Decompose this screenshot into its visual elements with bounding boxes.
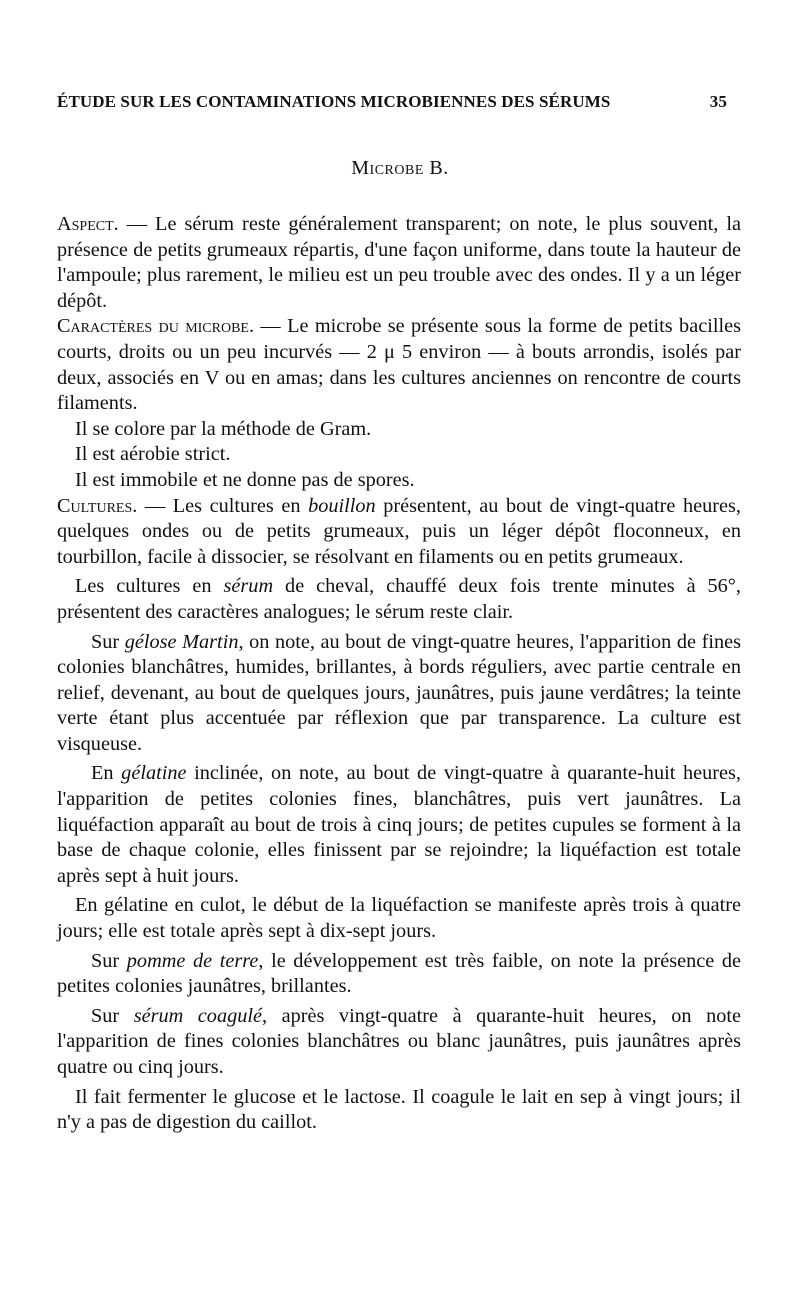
italic-term: gélatine — [121, 762, 187, 785]
paragraph-text: Il est immobile et ne donne pas de spores. — [75, 468, 415, 491]
paragraph-text: , le développement est très faible, on note la présence de petites colonies jaunâtres, brillantes. — [57, 949, 741, 998]
paragraph-text: — Le microbe se présente sous la forme de petits bacilles courts, droits ou un peu incurvés — 2 μ 5 environ — à bouts arrondis, isolés par deux, associés en V ou en amas; dans les cultures anciennes on rencontre de courts filaments. — [57, 315, 741, 415]
paragraph-text: Les cultures en — [75, 575, 224, 598]
paragraph — [57, 442, 741, 468]
paragraph-lead: Aspect. — [57, 213, 119, 235]
paragraph — [57, 1085, 741, 1136]
paragraph-text: Il se colore par la méthode de Gram. — [75, 417, 372, 440]
paragraph — [57, 574, 741, 625]
paragraph — [57, 212, 741, 314]
paragraph-text: Sur — [91, 1004, 134, 1027]
paragraph — [57, 761, 741, 889]
paragraph-text: — Les cultures en — [137, 494, 309, 517]
paragraph-text: En — [91, 762, 122, 785]
paragraph — [57, 949, 741, 1000]
paragraph-lead: Caractères du microbe. — [57, 315, 255, 338]
paragraph-text: Sur — [91, 949, 127, 972]
italic-term: gélose Martin — [124, 630, 239, 653]
paragraph-text: Sur — [91, 630, 125, 653]
paragraph — [57, 468, 741, 494]
paragraph-text: Il est aérobie strict. — [75, 443, 231, 466]
paragraph — [57, 417, 741, 443]
paragraph-text: de cheval, chauffé deux fois trente minutes à 56°, présentent des caractères analogues; le sérum reste clair. — [57, 575, 741, 623]
body-text — [57, 212, 741, 1136]
paragraph — [57, 630, 741, 758]
paragraph — [57, 314, 741, 416]
italic-term: pomme de terre — [126, 949, 259, 972]
running-head — [57, 92, 727, 116]
paragraph — [57, 1004, 741, 1081]
paragraph-text: inclinée, on note, au bout de vingt-quatre à quarante-huit heures, l'apparition de petites colonies fines, blanchâtres, puis vert jaunâtres. La liquéfaction apparaît au bout de trois à cinq jours; de petites cupules se forment à la base de chaque colonie, elles finissent par se rejoindre; la liquéfaction est totale après sept à huit jours. — [57, 762, 741, 887]
paragraph-text: , après vingt-quatre à quarante-huit heures, on note l'apparition de fines colonies blanchâtres ou blanc jaunâtres, puis jaunâtres après quatre ou cinq jours. — [57, 1004, 741, 1078]
italic-term: sérum coagulé — [133, 1004, 263, 1027]
paragraph-lead: Cultures. — [57, 494, 138, 517]
paragraph-text: , on note, au bout de vingt-quatre heures, l'apparition de fines colonies blanchâtres, humides, brillantes, à bords réguliers, avec partie centrale en relief, devenant, au bout de quelques jours, jaunâtres, puis jaune verdâtres; la teinte verte étant plus accentuée par réflexion que par transparence. La culture est visqueuse. — [57, 630, 741, 755]
paragraph-text: En gélatine en culot, le début de la liquéfaction se manifeste après trois à quatre jours; elle est totale après sept à dix-sept jours. — [57, 894, 741, 943]
italic-term: sérum — [223, 575, 274, 598]
paragraph — [57, 893, 741, 944]
section-heading: Microbe B. — [351, 157, 449, 179]
running-head-title: ÉTUDE SUR LES CONTAMINATIONS MICROBIENNES DES SÉRUMS — [57, 92, 611, 111]
paragraph-text: Il fait fermenter le glucose et le lactose. Il coagule le lait en sep à vingt jours; il n'y a pas de digestion du caillot. — [57, 1085, 741, 1134]
paragraph — [57, 494, 741, 571]
paragraph-text: présentent, au bout de vingt-quatre heures, quelques ondes ou de petits grumeaux, puis un léger dépôt floconneux, en tourbillon, facile à dissocier, se résolvant en filaments ou en petits grumeaux. — [57, 494, 741, 568]
italic-term: bouillon — [308, 494, 376, 517]
page-number: 35 — [709, 92, 727, 111]
paragraph-text: — Le sérum reste généralement transparent; on note, le plus souvent, la présence de petits grumeaux répartis, d'une façon uniforme, dans toute la hauteur de l'ampoule; plus rarement, le milieu est un peu trouble avec des ondes. Il y a un léger dépôt. — [57, 213, 741, 312]
